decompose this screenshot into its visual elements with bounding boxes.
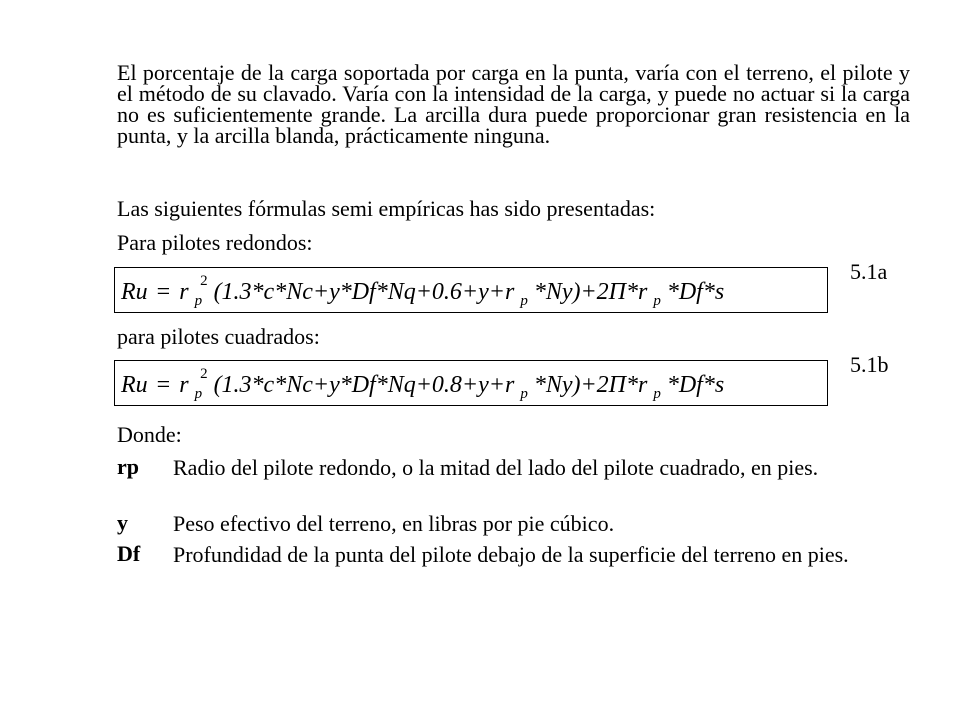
eq-b-body: (1.3*c*Nc+y*Df*Nq+0.8+y+r [213,372,515,398]
eq-a-lhs: Ru [121,279,148,305]
equation-b-svg [115,361,829,407]
eq-b-lhs: Ru [121,372,148,398]
eq-a-sub-p2: p [520,293,528,309]
definition-term-y: y [117,510,128,535]
definition-term-df: Df [117,541,141,566]
eq-b-sub-p3: p [653,386,661,402]
eq-a-sup-2: 2 [200,273,208,289]
svg-text:Ru = r [120,268,724,311]
equation-a-svg [115,268,829,314]
definition-text-df: Profundidad de la punta del pilote debajo de la superficie del terreno en pies. [173,542,849,567]
eq-a-sub-p3: p [653,293,661,309]
eq-b-mid: *Ny)+2Π*r [533,372,648,398]
eq-a-end: *Df*s [666,279,725,305]
eq-a-mid: *Ny)+2Π*r [533,279,648,305]
formulas-intro: Las siguientes fórmulas semi empíricas has sido presentadas: [117,196,656,221]
eq-b-end: *Df*s [666,372,725,398]
where-label: Donde: [117,422,182,447]
eq-a-sub-p: p [194,293,203,309]
eq-a-body: (1.3*c*Nc+y*Df*Nq+0.6+y+r [213,279,515,305]
definition-text-y: Peso efectivo del terreno, en libras por pie cúbico. [173,511,615,536]
square-piles-label: para pilotes cuadrados: [117,324,320,349]
eq-b-sup-2: 2 [200,366,208,382]
eq-b-equals: = [156,372,171,398]
eq-b-sub-p: p [194,386,203,402]
eq-b-sub-p2: p [520,386,528,402]
definition-text-rp: Radio del pilote redondo, o la mitad del lado del pilote cuadrado, en pies. [173,455,819,480]
definition-term-rp: rp [117,454,139,479]
equation-b-number: 5.1b [850,352,889,377]
eq-b-r: r [179,372,189,398]
svg-text:Ru = r [120,361,724,404]
eq-a-r: r [179,279,189,305]
eq-a-equals: = [156,279,171,305]
round-piles-label: Para pilotes redondos: [117,230,313,255]
equation-a-box [114,267,828,313]
equation-a-number: 5.1a [850,259,888,284]
intro-paragraph: El porcentaje de la carga soportada por carga en la punta, varía con el terreno, el pilote y el método de su clavado. Varía con la intensidad de la carga, y puede no actuar si la carga no es suficientemente grande. La arcilla dura puede proporcionar gran resistencia en la punta, y la arcilla blanda, prácticamente ninguna. [117,60,910,148]
equation-b-box [114,360,828,406]
